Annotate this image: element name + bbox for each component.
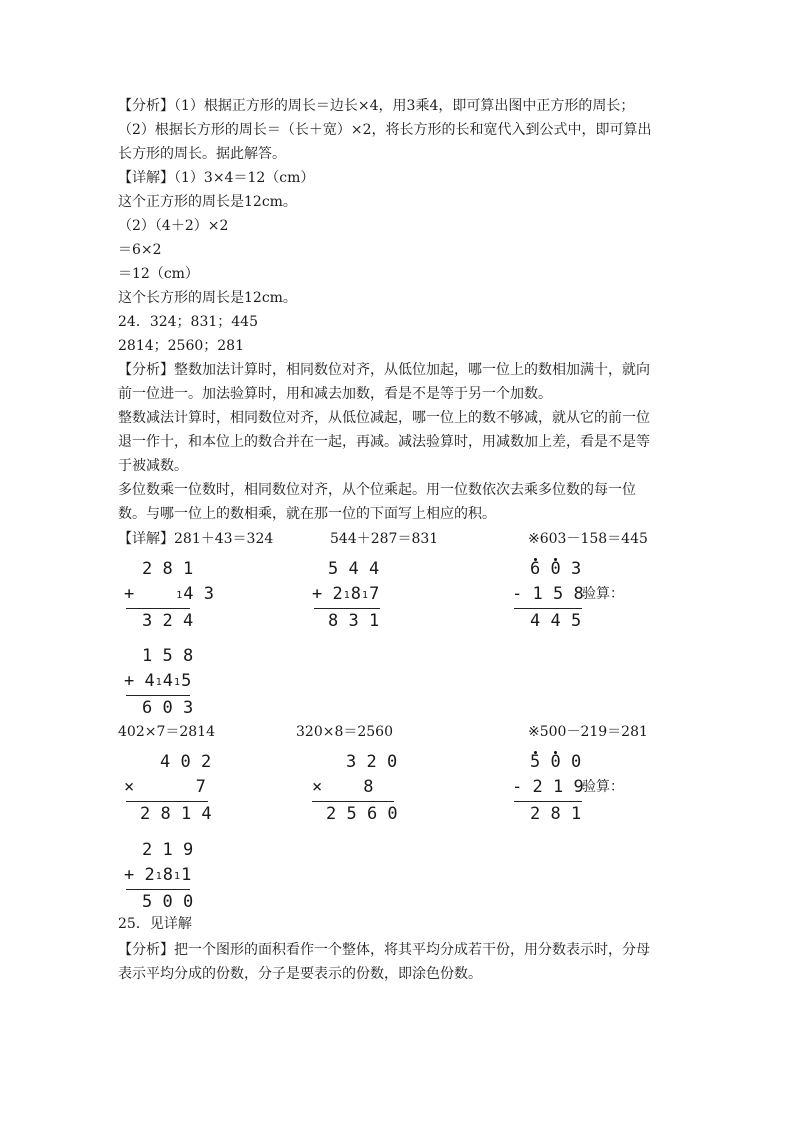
calc-1-top: 2 8 1 bbox=[142, 559, 194, 579]
solution-line-3: （2）（4＋2）×2 bbox=[118, 218, 229, 234]
calc-6-top: 3 2 0 bbox=[346, 752, 398, 772]
analysis-25-line-1: 【分析】把一个图形的面积看作一个整体，将其平均分成若干份，用分数表示时，分母 bbox=[118, 942, 650, 958]
analysis-24-line-7: 数。与哪一位上的数相乘，就在那一位的下面写上相应的积。 bbox=[118, 506, 496, 522]
calc-6-result: 2 5 6 0 bbox=[326, 804, 398, 824]
analysis-24-line-5: 于被减数。 bbox=[118, 458, 188, 474]
solution-line-5: ＝12（cm） bbox=[118, 266, 199, 282]
calc-5-result: 2 8 1 4 bbox=[140, 804, 212, 824]
calc-4-result: 6 0 3 bbox=[142, 698, 194, 718]
solution-line-2: 这个正方形的周长是12cm。 bbox=[118, 194, 297, 210]
calc-5-bottom: × 7 bbox=[124, 777, 206, 797]
verify-label-1: 验算： bbox=[582, 586, 624, 602]
calc-7-top: 5 0 0 bbox=[530, 752, 582, 772]
solution-line-1: 【详解】（1）3×4＝12（cm） bbox=[118, 170, 315, 186]
calc-label-1: 【详解】281＋43＝324 bbox=[118, 531, 274, 547]
calc-label-6: ※500－219＝281 bbox=[528, 724, 648, 740]
solution-line-4: ＝6×2 bbox=[118, 242, 162, 258]
calc-7-result: 2 8 1 bbox=[530, 804, 582, 824]
calc-4-top: 1 5 8 bbox=[142, 646, 194, 666]
calc-2-bottom: + 21817 bbox=[312, 584, 380, 604]
analysis-25-line-2: 表示平均分成的份数，分子是要表示的份数，即涂色份数。 bbox=[118, 966, 482, 982]
analysis-24-line-1: 【分析】整数加法计算时，相同数位对齐，从低位加起，哪一位上的数相加满十，就向 bbox=[118, 362, 650, 378]
analysis-line-3: 长方形的周长。据此解答。 bbox=[118, 146, 286, 162]
analysis-24-line-3: 整数减法计算时，相同数位对齐，从低位减起，哪一位上的数不够减，就从它的前一位 bbox=[118, 410, 650, 426]
analysis-24-line-2: 前一位进一。加法验算时，用和减去加数，看是不是等于另一个加数。 bbox=[118, 386, 552, 402]
verify-label-2: 验算： bbox=[582, 779, 624, 795]
calc-label-2: 544＋287＝831 bbox=[330, 531, 439, 547]
calc-3-top: 6 0 3 bbox=[530, 559, 582, 579]
calc-1-result: 3 2 4 bbox=[142, 611, 194, 631]
calc-2-result: 8 3 1 bbox=[328, 611, 380, 631]
calc-label-3: ※603－158＝445 bbox=[528, 531, 648, 547]
answer-24-line-1: 24．324；831；445 bbox=[118, 314, 258, 330]
answer-24-line-2: 2814；2560；281 bbox=[118, 338, 244, 354]
calc-2-top: 5 4 4 bbox=[328, 559, 380, 579]
calc-6-bottom: × 8 bbox=[312, 777, 374, 797]
analysis-24-line-4: 退一作十，和本位上的数合并在一起，再减。减法验算时，用减数加上差，看是不是等 bbox=[118, 434, 650, 450]
calc-3-bottom: - 1 5 8 bbox=[512, 584, 584, 604]
calc-3-result: 4 4 5 bbox=[530, 611, 582, 631]
analysis-24-line-6: 多位数乘一位数时，相同数位对齐，从个位乘起。用一位数依次去乘多位数的每一位 bbox=[118, 482, 636, 498]
calc-8-bottom: + 21811 bbox=[124, 865, 192, 885]
calc-8-top: 2 1 9 bbox=[142, 840, 194, 860]
calc-label-4: 402×7＝2814 bbox=[118, 724, 215, 740]
calc-1-bottom: + 14 3 bbox=[124, 584, 214, 604]
solution-line-6: 这个长方形的周长是12cm。 bbox=[118, 290, 297, 306]
calc-5-top: 4 0 2 bbox=[160, 752, 212, 772]
calc-8-result: 5 0 0 bbox=[142, 892, 194, 912]
analysis-line-1: 【分析】（1）根据正方形的周长＝边长×4，用3乘4，即可算出图中正方形的周长； bbox=[118, 98, 635, 114]
calc-label-5: 320×8＝2560 bbox=[296, 724, 393, 740]
analysis-line-2: （2）根据长方形的周长＝（长＋宽）×2，将长方形的长和宽代入到公式中，即可算出 bbox=[118, 122, 652, 138]
calc-4-bottom: + 41415 bbox=[124, 671, 192, 691]
calc-7-bottom: - 2 1 9 bbox=[512, 777, 584, 797]
answer-25: 25．见详解 bbox=[118, 916, 192, 932]
